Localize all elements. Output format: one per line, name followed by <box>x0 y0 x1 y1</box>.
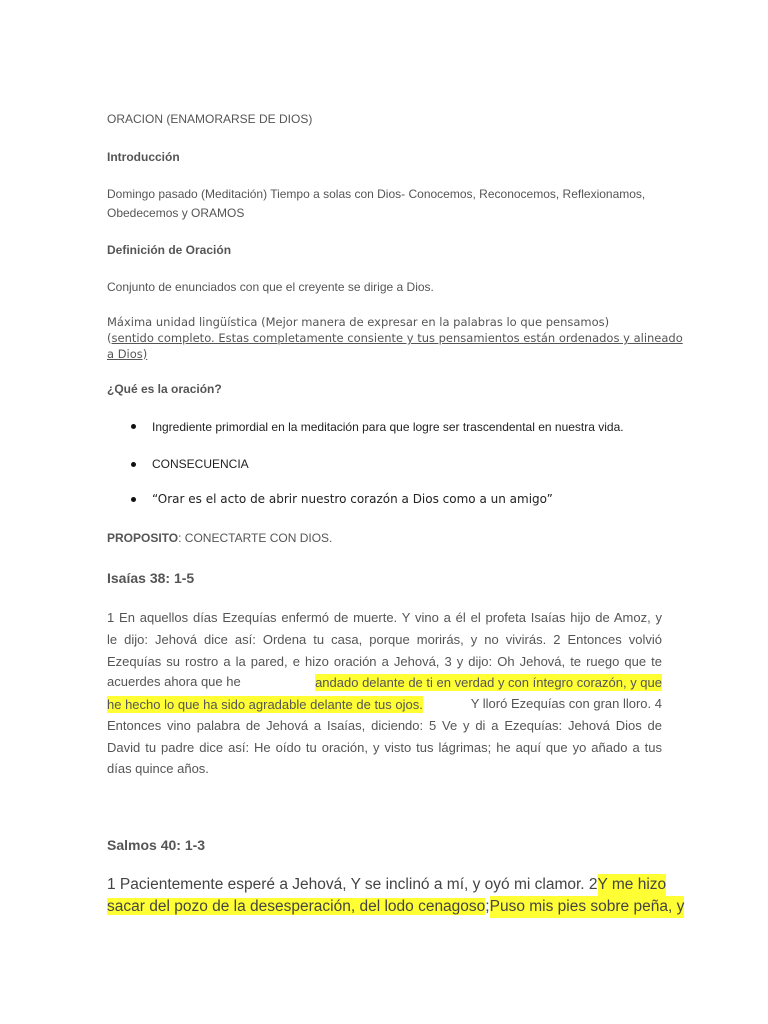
salmos-highlight-1: Y me hizo <box>598 874 667 896</box>
proposito-label: PROPOSITO <box>107 531 179 545</box>
definition-heading: Definición de Oración <box>107 243 232 257</box>
intro-line-2: Obedecemos y ORAMOS <box>107 206 245 220</box>
isaias-line-8: días quince años. <box>107 761 209 776</box>
isaias-line-5 <box>107 696 662 713</box>
bullet-dot <box>131 462 136 467</box>
isaias-line-6: Entonces vino palabra de Jehová a Isaías, diciendo: 5 Ve y di a Ezequías: Jehová Dios de <box>107 718 662 733</box>
proposito-line <box>107 531 332 545</box>
isaias-line-4 <box>107 674 662 691</box>
salmos-heading: Salmos 40: 1-3 <box>107 837 206 853</box>
intro-line-1: Domingo pasado (Meditación) Tiempo a solas con Dios- Conocemos, Reconocemos, Reflexionamos, <box>107 187 646 201</box>
isaias-line-7: David tu padre dice así: He oído tu oración, y visto tus lágrimas; he aquí que yo añado a tus <box>107 740 662 755</box>
isaias-line-1: 1 En aquellos días Ezequías enfermó de muerte. Y vino a él el profeta Isaías hijo de Amoz, y <box>107 610 662 625</box>
definition-text: Conjunto de enunciados con que el creyente se dirige a Dios. <box>107 280 434 294</box>
bullet-dot <box>131 424 136 429</box>
maxima-underlined-1: sentido completo. Estas completamente consiente y tus pensamientos están ordenados y alineado <box>111 331 683 345</box>
salmos-line-1 <box>107 874 667 896</box>
proposito-text: : CONECTARTE CON DIOS. <box>178 531 333 545</box>
isaias-line-3: Ezequías su rostro a la pared, e hizo oración a Jehová, 3 y dijo: Oh Jehová, te ruego que te <box>107 654 662 669</box>
isaias-highlight-1: andado delante de ti en verdad y con íntegro corazón, y que <box>315 675 662 690</box>
isaias-line-5-plain: Y lloró Ezequías con gran lloro. 4 <box>470 696 662 711</box>
intro-heading: Introducción <box>107 150 180 164</box>
bullet-item-3: “Orar es el acto de abrir nuestro corazón a Dios como a un amigo” <box>152 492 553 506</box>
maxima-paren: ( <box>107 331 112 345</box>
salmos-highlight-2: sacar del pozo de la desesperación, del lodo cenagoso <box>107 898 486 915</box>
salmos-highlight-3: Puso mis pies sobre peña, y <box>490 896 685 918</box>
what-is-prayer-heading: ¿Qué es la oración? <box>107 382 222 396</box>
salmos-line-2 <box>107 896 685 918</box>
salmos-separator: ; <box>485 898 490 915</box>
bullet-item-1: Ingrediente primordial en la meditación para que logre ser trascendental en nuestra vida. <box>152 420 624 434</box>
document-title: ORACION (ENAMORARSE DE DIOS) <box>107 112 313 126</box>
isaias-heading: Isaías 38: 1-5 <box>107 570 195 586</box>
bullet-dot <box>131 497 136 502</box>
maxima-line-2 <box>107 331 683 345</box>
bullet-item-2: CONSECUENCIA <box>152 457 249 471</box>
isaias-line-4-plain: acuerdes ahora que he <box>107 674 241 689</box>
isaias-highlight-2: he hecho lo que ha sido agradable delante de tus ojos. <box>107 697 423 712</box>
maxima-underlined-2: a Dios) <box>107 347 148 361</box>
maxima-line-1: Máxima unidad lingüística (Mejor manera de expresar en la palabras lo que pensamos) <box>107 315 610 329</box>
salmos-line-1-plain: 1 Pacientemente esperé a Jehová, Y se inclinó a mí, y oyó mi clamor. 2 <box>107 876 598 893</box>
isaias-line-2: le dijo: Jehová dice así: Ordena tu casa, porque morirás, y no vivirás. 2 Entonces volvió <box>107 632 662 647</box>
maxima-line-3 <box>107 347 147 361</box>
